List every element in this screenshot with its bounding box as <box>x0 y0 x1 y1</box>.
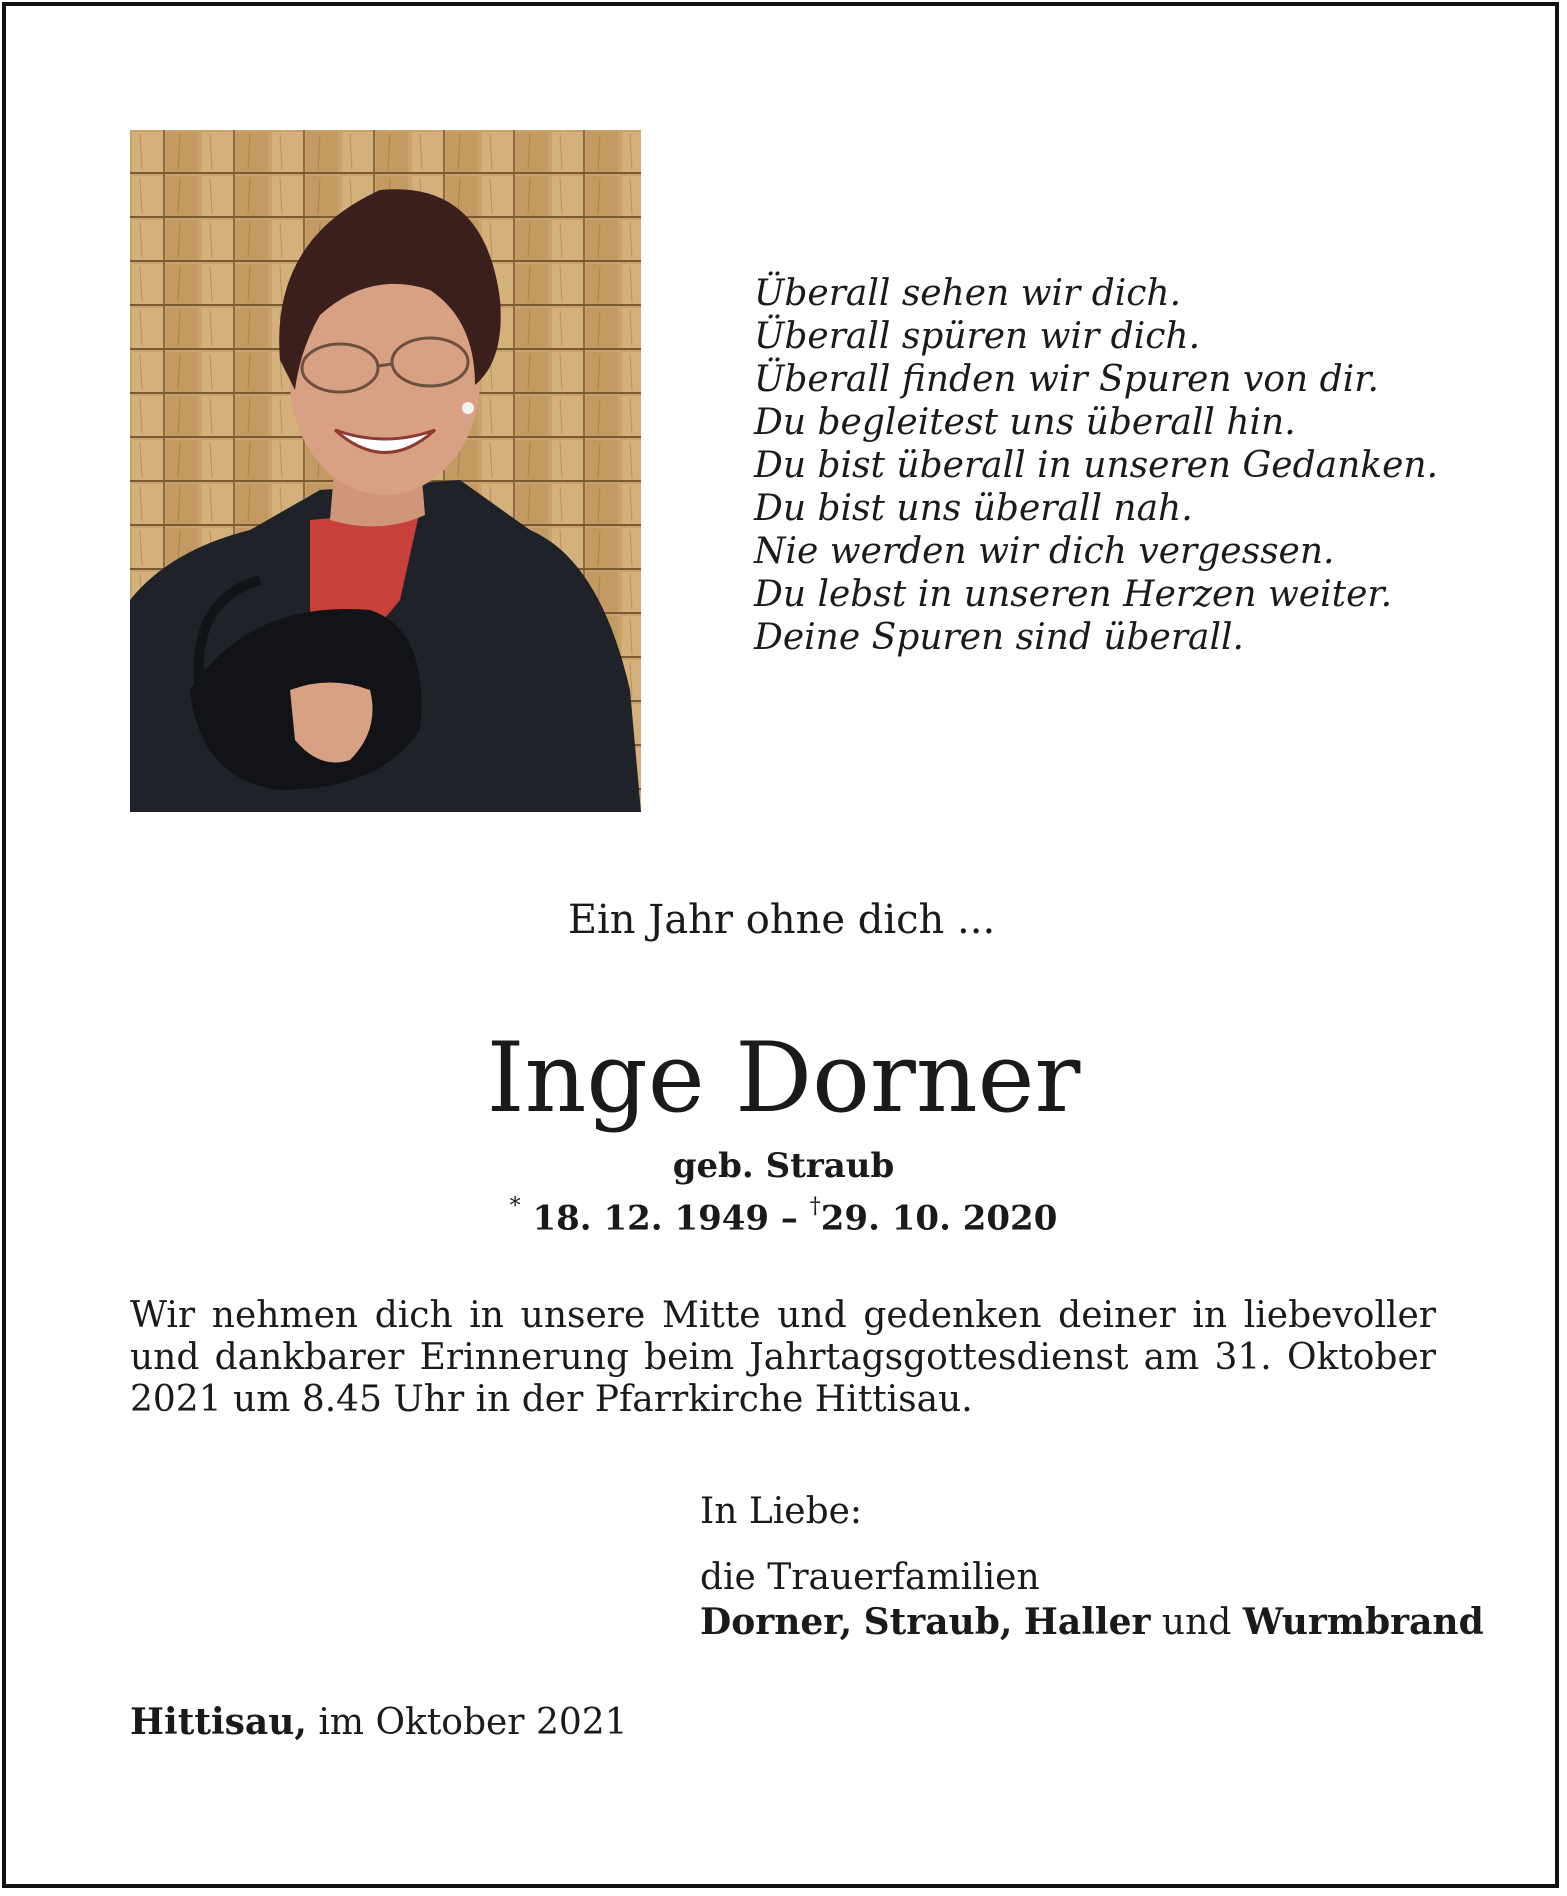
poem-line: Nie werden wir dich vergessen. <box>754 531 1335 572</box>
closing-signature <box>700 1490 1484 1645</box>
poem-line: Überall spüren wir dich. <box>754 316 1201 357</box>
date: im Oktober 2021 <box>318 1702 628 1743</box>
subtitle: Ein Jahr ohne dich ... <box>567 897 996 943</box>
deceased-name: Inge Dorner <box>486 1022 1081 1134</box>
birth-date: 18. 12. 1949 <box>532 1198 770 1239</box>
family-name: Straub, <box>863 1601 1013 1643</box>
family-name: Wurmbrand <box>1242 1601 1484 1643</box>
conjunction: und <box>1161 1602 1232 1643</box>
death-date: 29. 10. 2020 <box>820 1198 1058 1239</box>
date-separator: – <box>780 1198 798 1239</box>
memorial-service-notice: Wir nehmen dich in unsere Mitte und gedenken deiner in liebevoller und dankbarer Erinnerung beim Jahrtagsgottesdienst am 31. Oktober 2021 um 8.45 Uhr in der Pfarrkirche Hittisau. <box>130 1295 1436 1420</box>
maiden-name: geb. Straub <box>672 1146 895 1186</box>
portrait-photo <box>130 130 641 812</box>
poem-line: Überall finden wir Spuren von dir. <box>754 359 1379 400</box>
poem-line: Du lebst in unseren Herzen weiter. <box>754 574 1393 615</box>
death-symbol: † <box>809 1194 821 1219</box>
place-and-date <box>130 1700 628 1745</box>
poem-line: Du bist überall in unseren Gedanken. <box>754 445 1439 486</box>
family-names <box>700 1600 1484 1645</box>
memorial-poem <box>754 272 1474 659</box>
poem-line: Du begleitest uns überall hin. <box>754 402 1296 443</box>
families-label: die Trauerfamilien <box>700 1557 1040 1598</box>
family-name: Dorner, <box>700 1601 853 1643</box>
birth-symbol: * <box>509 1194 521 1219</box>
poem-line: Überall sehen wir dich. <box>754 273 1182 314</box>
poem-line: Du bist uns überall nah. <box>754 488 1193 529</box>
place: Hittisau, <box>130 1701 307 1743</box>
closing-greeting: In Liebe: <box>700 1491 863 1532</box>
family-name: Haller <box>1023 1601 1151 1643</box>
poem-line: Deine Spuren sind überall. <box>754 617 1244 658</box>
life-dates <box>0 1189 1567 1240</box>
